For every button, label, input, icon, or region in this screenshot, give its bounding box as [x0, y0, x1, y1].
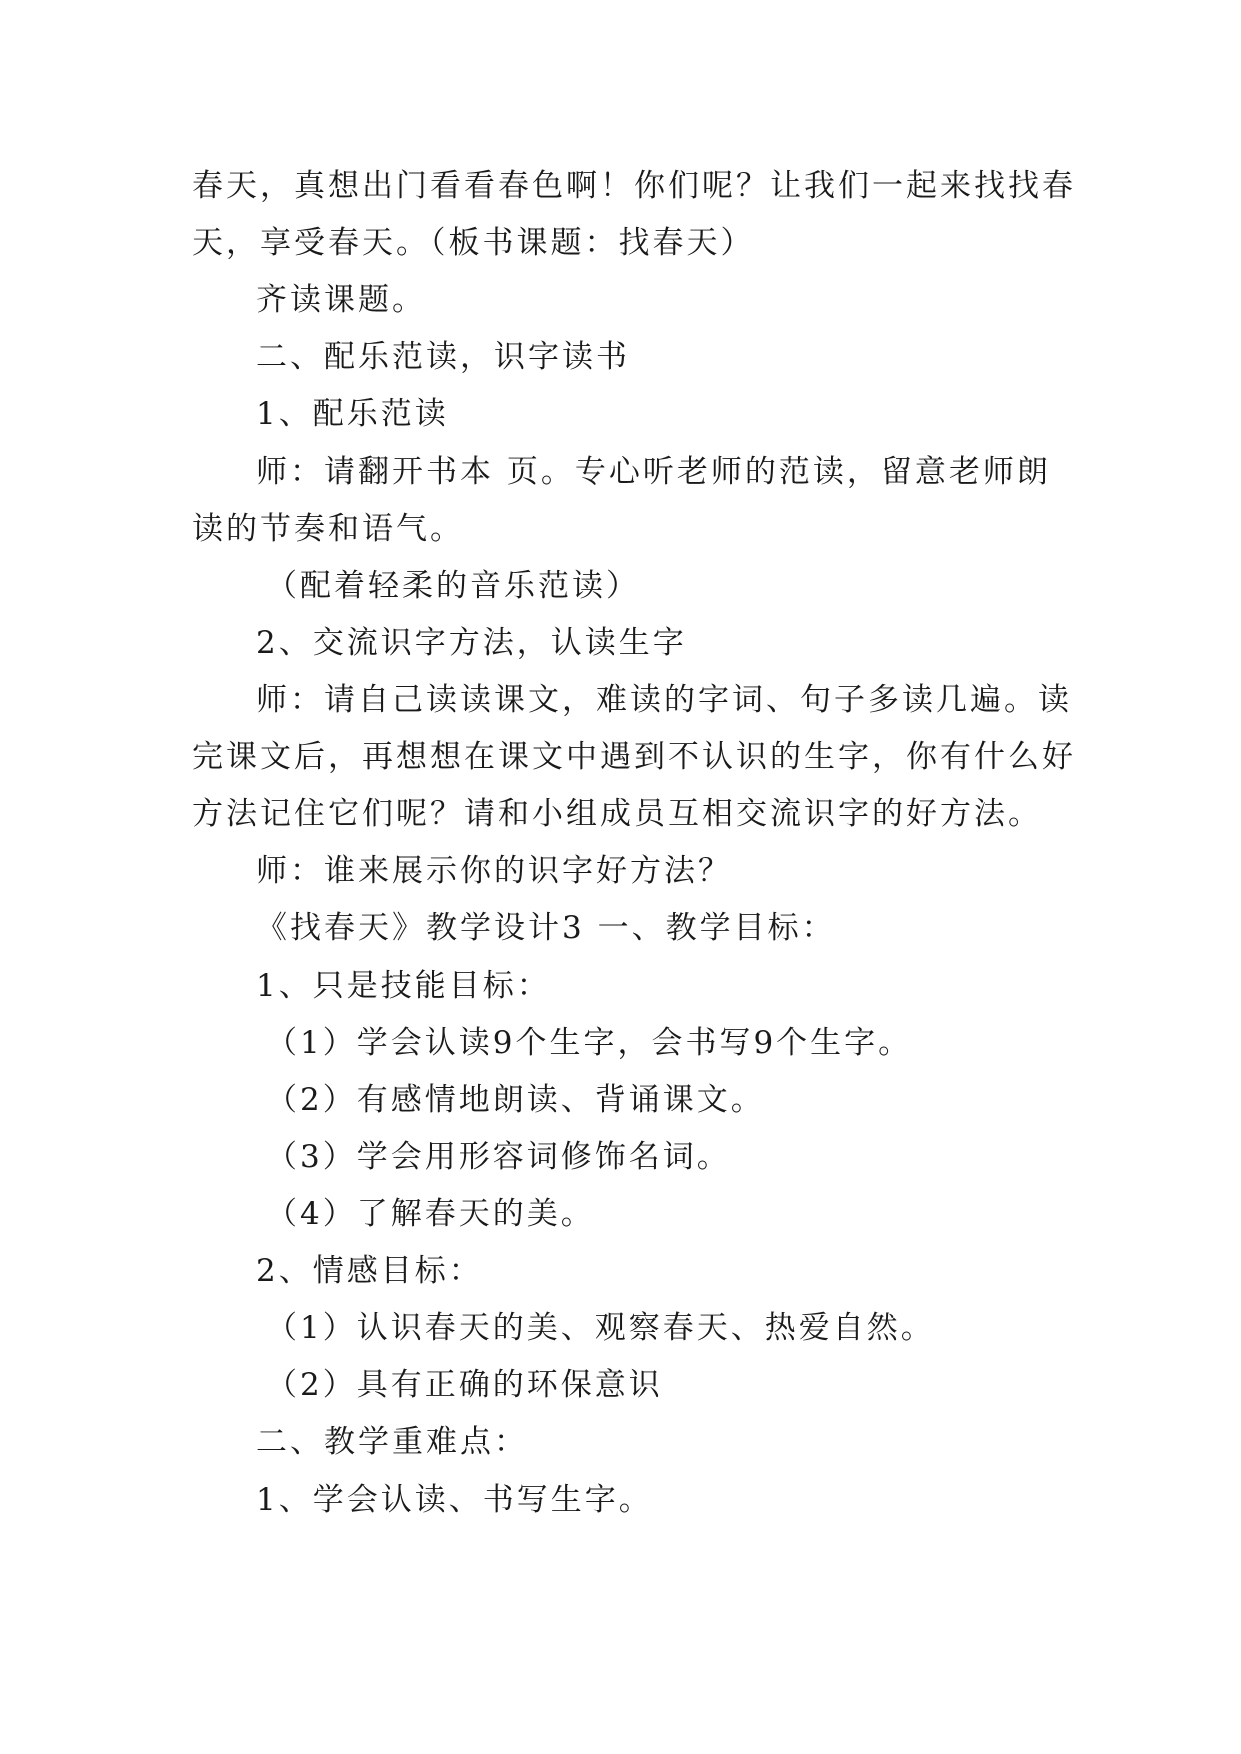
paragraph-line: （配着轻柔的音乐范读）: [266, 568, 640, 604]
paragraph-line: 师：请翻开书本 页。专心听老师的范读，留意老师朗: [256, 454, 1051, 490]
paragraph-line: 齐读课题。: [256, 282, 426, 318]
list-item: （1）学会认读9个生字，会书写9个生字。: [266, 1025, 913, 1061]
list-item: （2）具有正确的环保意识: [266, 1367, 663, 1403]
paragraph-line: 天，享受春天。（板书课题：找春天）: [192, 225, 755, 261]
list-item: （2）有感情地朗读、背诵课文。: [266, 1082, 765, 1118]
subsection-heading: 2、情感目标：: [256, 1253, 483, 1289]
list-item: 1、学会认读、书写生字。: [256, 1482, 653, 1518]
subsection-heading: 2、交流识字方法，认读生字: [256, 625, 687, 661]
document-title-line: 《找春天》教学设计3 一、教学目标：: [256, 910, 836, 946]
list-item: （3）学会用形容词修饰名词。: [266, 1139, 731, 1175]
section-heading: 二、配乐范读，识字读书: [256, 339, 630, 375]
section-heading: 二、教学重难点：: [256, 1424, 528, 1460]
paragraph-line: 师：请自己读读课文，难读的字词、句子多读几遍。读: [256, 682, 1072, 718]
list-item: （4）了解春天的美。: [266, 1196, 595, 1232]
subsection-heading: 1、只是技能目标：: [256, 968, 551, 1004]
paragraph-line: 师：谁来展示你的识字好方法？: [256, 853, 732, 889]
paragraph-line: 读的节奏和语气。: [192, 511, 464, 547]
paragraph-line: 春天，真想出门看看春色啊！你们呢？让我们一起来找找春: [192, 168, 1076, 204]
paragraph-line: 完课文后，再想想在课文中遇到不认识的生字，你有什么好: [192, 739, 1076, 775]
paragraph-line: 方法记住它们呢？请和小组成员互相交流识字的好方法。: [192, 796, 1042, 832]
subsection-heading: 1、配乐范读: [256, 396, 449, 432]
list-item: （1）认识春天的美、观察春天、热爱自然。: [266, 1310, 935, 1346]
